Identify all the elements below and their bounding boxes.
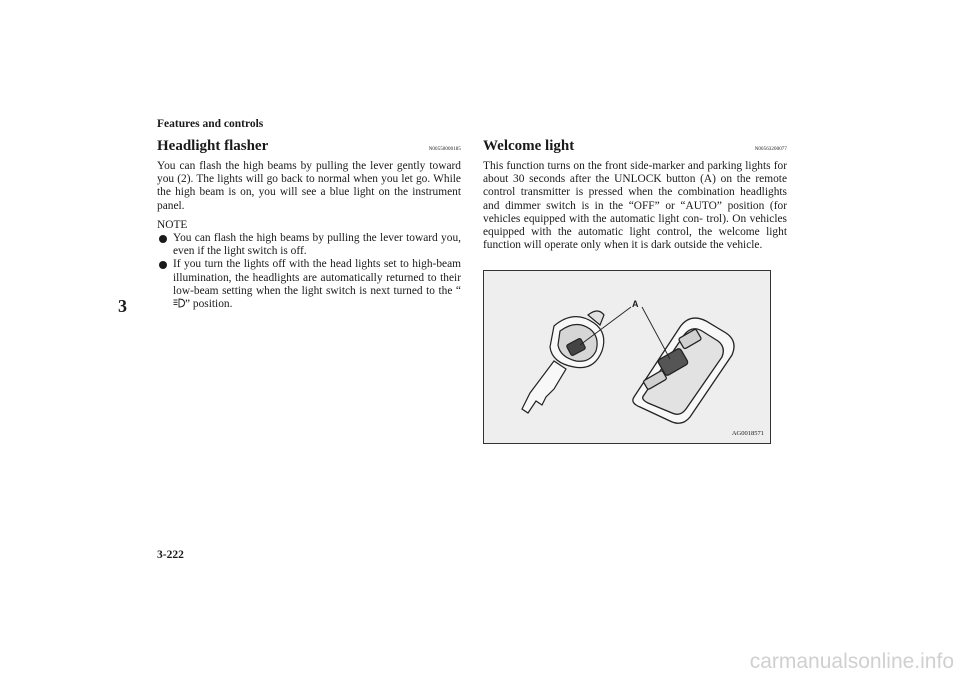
section-body: You can flash the high beams by pulling the lever gently toward you (2). The lights will go back to normal when you let go. While the high beam is on, you will see a blue light on the instrument panel. (157, 160, 461, 212)
remote-key-figure (483, 270, 771, 444)
note-label: NOTE (157, 218, 188, 231)
note-list (157, 232, 461, 311)
remote-key-illustration (484, 271, 772, 445)
key-illustration (522, 311, 604, 413)
callout-label-a: A (632, 299, 639, 309)
figure-code: AG0018571 (731, 430, 764, 437)
section-title: Headlight flasher (157, 138, 269, 154)
section-code: N00550000185 (428, 147, 461, 152)
bullet-icon (159, 235, 167, 243)
headlight-flasher-section (157, 138, 461, 311)
note-text: You can flash the high beams by pulling the lever toward you, even if the light switch is off. (173, 232, 461, 258)
section-body: This function turns on the front side-marker and parking lights for about 30 seconds after the UNLOCK button (A) on the remote control transmitter is pressed when the combination headlights and dimmer switch is in the “OFF” or “AUTO” position (for vehicles equipped with the automatic light con- trol). On vehicles equipped with the automatic light control, the welcome light function will operate only when it is dark outside the vehicle. (483, 160, 787, 252)
page-number: 3-222 (157, 549, 184, 561)
remote-fob-illustration (633, 318, 734, 423)
section-code: N00563200077 (754, 147, 787, 152)
welcome-light-section (483, 138, 787, 252)
chapter-tab: 3 (118, 296, 127, 316)
watermark: carmanualsonline.info (749, 650, 954, 673)
note-tail-text: ” position. (185, 298, 233, 311)
low-beam-headlight-icon (173, 298, 185, 308)
note-item (157, 232, 461, 258)
note-text: If you turn the lights off with the head lights set to high-beam illumination, the headlights are automatically returned to their low-beam setting when the light switch is next turned to the “ (173, 258, 461, 297)
bullet-icon (159, 261, 167, 269)
section-title: Welcome light (483, 138, 575, 154)
title-row (157, 138, 461, 158)
section-header: Features and controls (157, 118, 264, 130)
title-row (483, 138, 787, 158)
note-item (157, 258, 461, 311)
